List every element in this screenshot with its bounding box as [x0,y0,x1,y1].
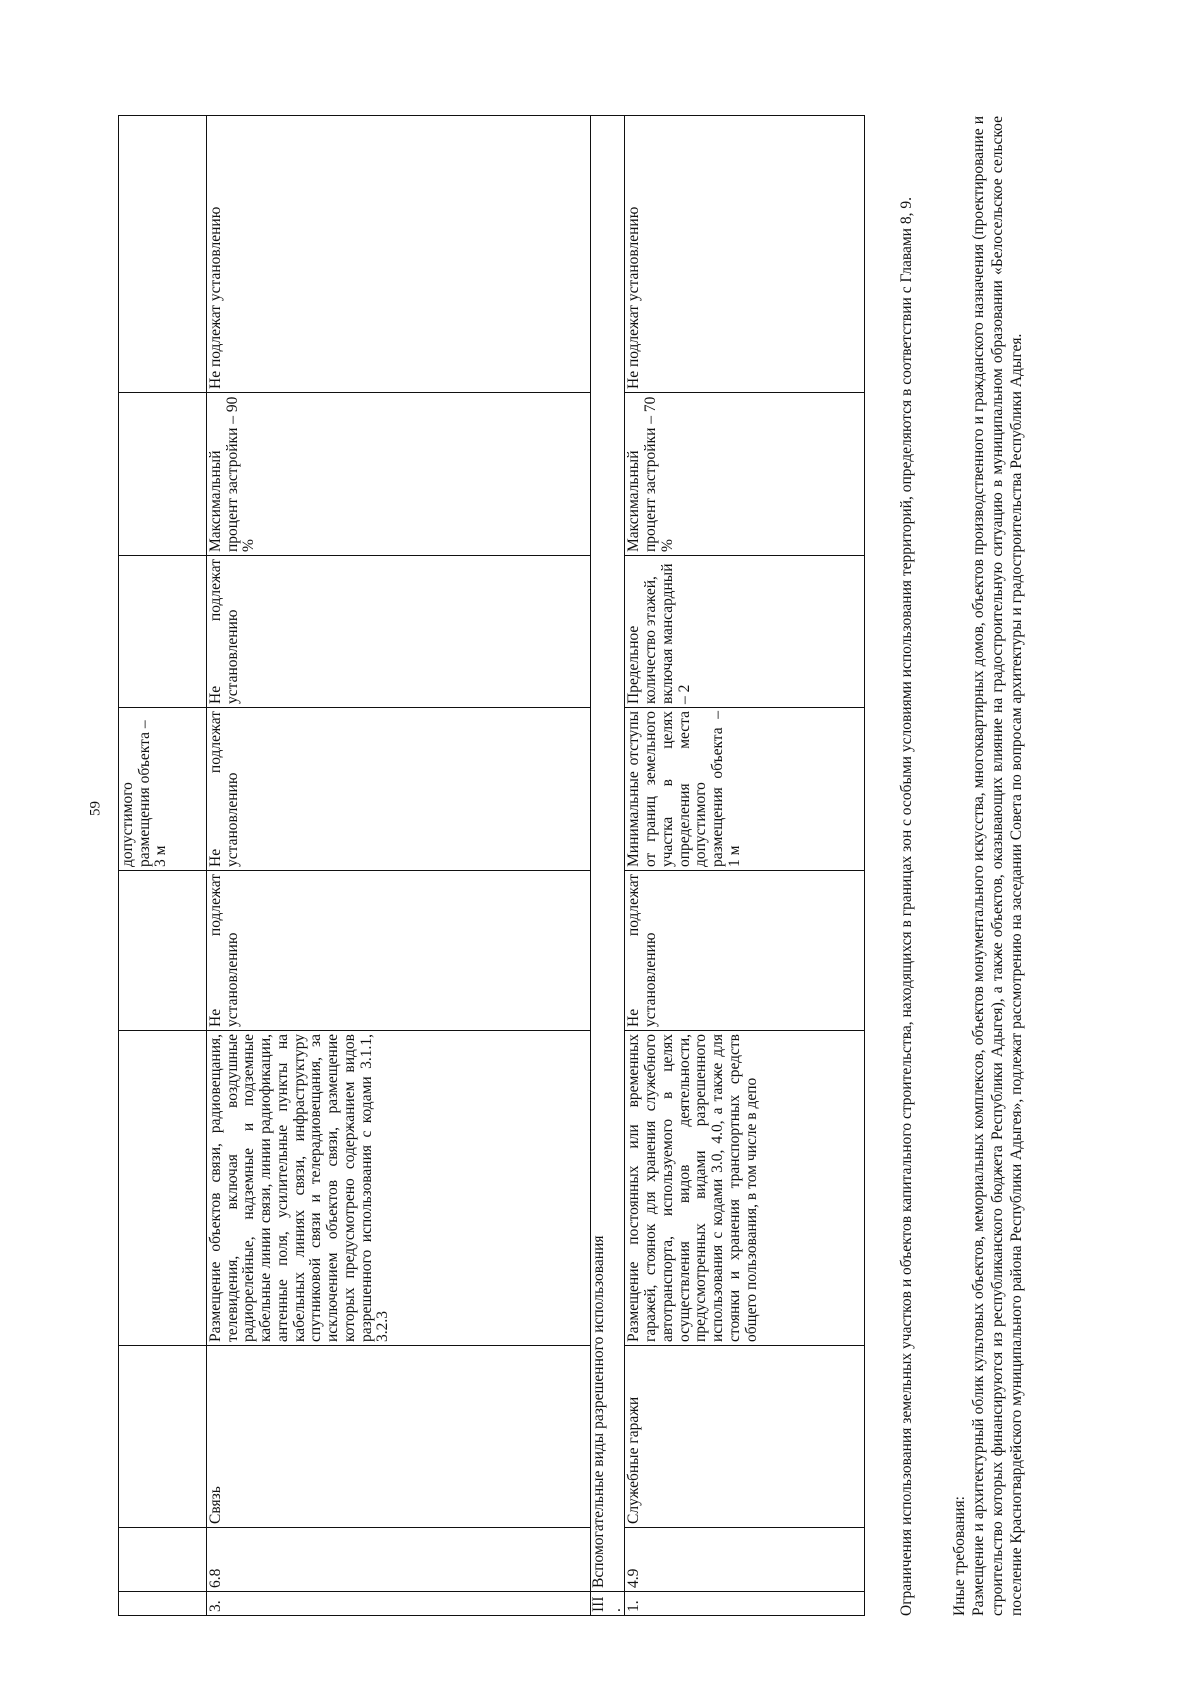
cell-section-title: Вспомогательные виды разрешенного использования [591,116,625,1592]
rotated-sheet [118,116,1118,1616]
cell-use-description: Размещение объектов связи, радиовещания, телевидения, включая воздушные радиорелейные, надземные и подземные кабельные линии связи, линии радиофикации, антенные поля, усилительные пункты на кабельных линиях связи, инфраструктуру спутниковой связи и телерадиовещания, за исключением объектов связи, размещение которых предусмотрено содержанием видов разрешенного использования с кодами 3.1.1, 3.2.3 [207,1031,591,1346]
other-requirements-paragraph: Размещение и архитектурный облик культовых объектов, мемориальных комплексов, объектов монументального искусства, многоквартирных домов, объектов производственного и гражданского назначения (проектирование и строительство которых финансируются из республиканского бюджета Республики Адыгея), а также объектов, оказывающих влияние на градостроительную ситуацию в муниципальном образовании «Белосельское сельское поселение Красногвардейского муниципального района Республики Адыгея», подлежат рассмотрению на заседании Совета по вопросам архитектуры и градостроительства Республики Адыгея. [969,116,1025,1616]
cell-other-params [207,116,591,393]
cell-section-number: III. [591,1592,625,1616]
table-row-communications [207,116,591,1616]
other-params-text: Не подлежат установлению [207,206,224,389]
spacer [917,116,951,1616]
cell-empty [119,116,207,393]
cell-empty [119,393,207,556]
cell-floors: Не подлежат установлению [207,556,591,708]
cell-building-percent: Максимальный процент застройки – 90 % [207,393,591,556]
cell-use-code: 6.8 [207,1528,591,1592]
cell-min-setback: Не подлежат установлению [207,708,591,871]
other-params-text: Не подлежат установлению [625,206,643,389]
cell-empty [119,1592,207,1616]
cell-use-code: 4.9 [625,1528,865,1592]
cell-min-setback: Минимальные отступы от границ земельного участка в целях определения места допустимого размещения объекта – 1 м [625,708,865,871]
cell-row-number: 3. [207,1592,591,1616]
cell-building-percent: Максимальный процент застройки – 70 % [625,393,865,556]
cell-use-name: Связь [207,1346,591,1528]
cell-empty [119,556,207,708]
notes-block [898,116,1027,1616]
table-row-service-garages [625,116,865,1616]
cell-empty [119,1031,207,1346]
cell-other-params [625,116,865,393]
cell-plot-size: Не подлежат установлению [625,871,865,1031]
restrictions-paragraph: Ограничения использования земельных участков и объектов капитального строительства, находящихся в границах зон с особыми условиями использования территорий, определяются в соответствии с Главами 8, 9. [898,197,915,1616]
table-row-section-header [591,116,625,1616]
cell-plot-size: Не подлежат установлению [207,871,591,1031]
cell-floors: Предельное количество этажей, включая мансардный – 2 [625,556,865,708]
cell-empty [119,871,207,1031]
cell-use-description: Размещение постоянных или временных гаражей, стоянок для хранения служебного автотранспорта, используемого в целях осуществления видов деятельности, предусмотренных видами разрешенного использования с кодами 3.0, 4.0, а также для стоянки и хранения транспортных средств общего пользования, в том числе в депо [625,1031,865,1346]
cell-empty [119,1528,207,1592]
cell-empty [119,1346,207,1528]
cell-row-number: 1. [625,1592,865,1616]
cell-min-setback-tail: допустимого размещения объекта – 3 м [119,708,207,871]
page-number: 59 [87,801,104,816]
cell-use-name: Служебные гаражи [625,1346,865,1528]
other-requirements-title: Иные требования: [950,1496,968,1616]
table-row-continuation [119,116,207,1616]
zoning-table [118,115,865,1616]
